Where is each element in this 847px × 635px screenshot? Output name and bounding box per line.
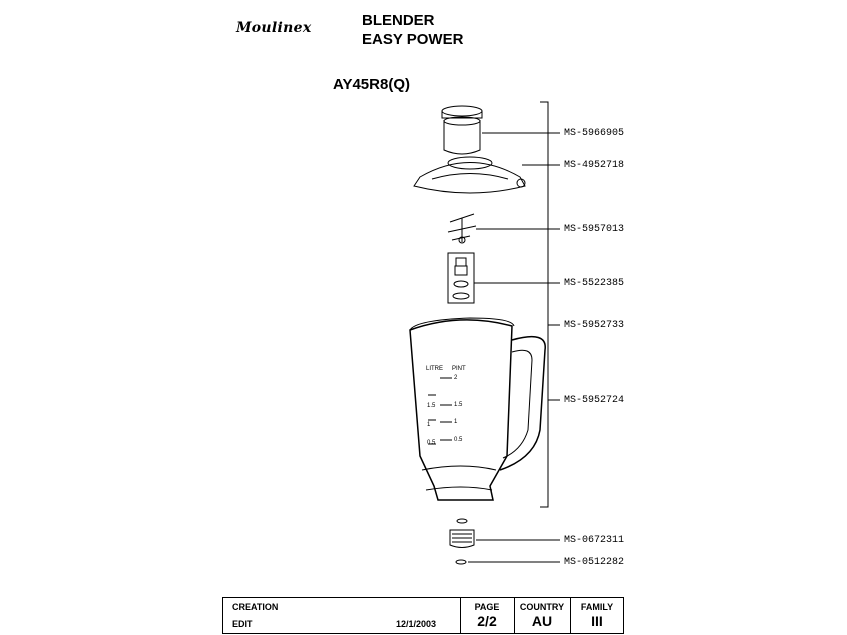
page-label: PAGE: [474, 602, 500, 612]
page-value: 2/2: [477, 613, 497, 629]
scale-mark: 0.5: [454, 437, 463, 443]
edit-date: 12/1/2003: [396, 619, 437, 629]
scale-mark: 1: [454, 419, 458, 425]
scale-right-title: PINT: [452, 366, 466, 372]
part-code-measuring-cap: MS-5966905: [564, 128, 625, 139]
scale-mark: 2: [454, 375, 458, 381]
scale-mark: 1.5: [454, 402, 463, 408]
country-value: AU: [531, 613, 553, 629]
part-code-blade: MS-5957013: [564, 224, 625, 235]
family-value: III: [591, 613, 603, 629]
scale-mark: 0.5: [427, 440, 436, 446]
part-code-coupler: MS-0672311: [564, 535, 625, 546]
scale-mark: 1.5: [427, 403, 436, 409]
scale-left-title: LITRE: [426, 366, 444, 372]
part-code-jar-assembly: MS-5952733: [564, 320, 625, 331]
model-number: AY45R8(Q): [333, 76, 410, 93]
edit-label: EDIT: [232, 619, 253, 629]
product-title-line2: EASY POWER: [362, 31, 464, 48]
brand-logo: Moulinex: [236, 20, 312, 36]
product-title-line1: BLENDER: [362, 12, 435, 29]
part-code-washer: MS-0512282: [564, 557, 625, 568]
part-code-seal-kit: MS-5522385: [564, 278, 625, 289]
country-label: COUNTRY: [519, 602, 565, 612]
scale-mark: 1: [427, 422, 431, 428]
creation-label: CREATION: [232, 602, 279, 612]
part-code-jar: MS-5952724: [564, 395, 625, 406]
family-label: FAMILY: [580, 602, 614, 612]
part-code-lid: MS-4952718: [564, 160, 625, 171]
